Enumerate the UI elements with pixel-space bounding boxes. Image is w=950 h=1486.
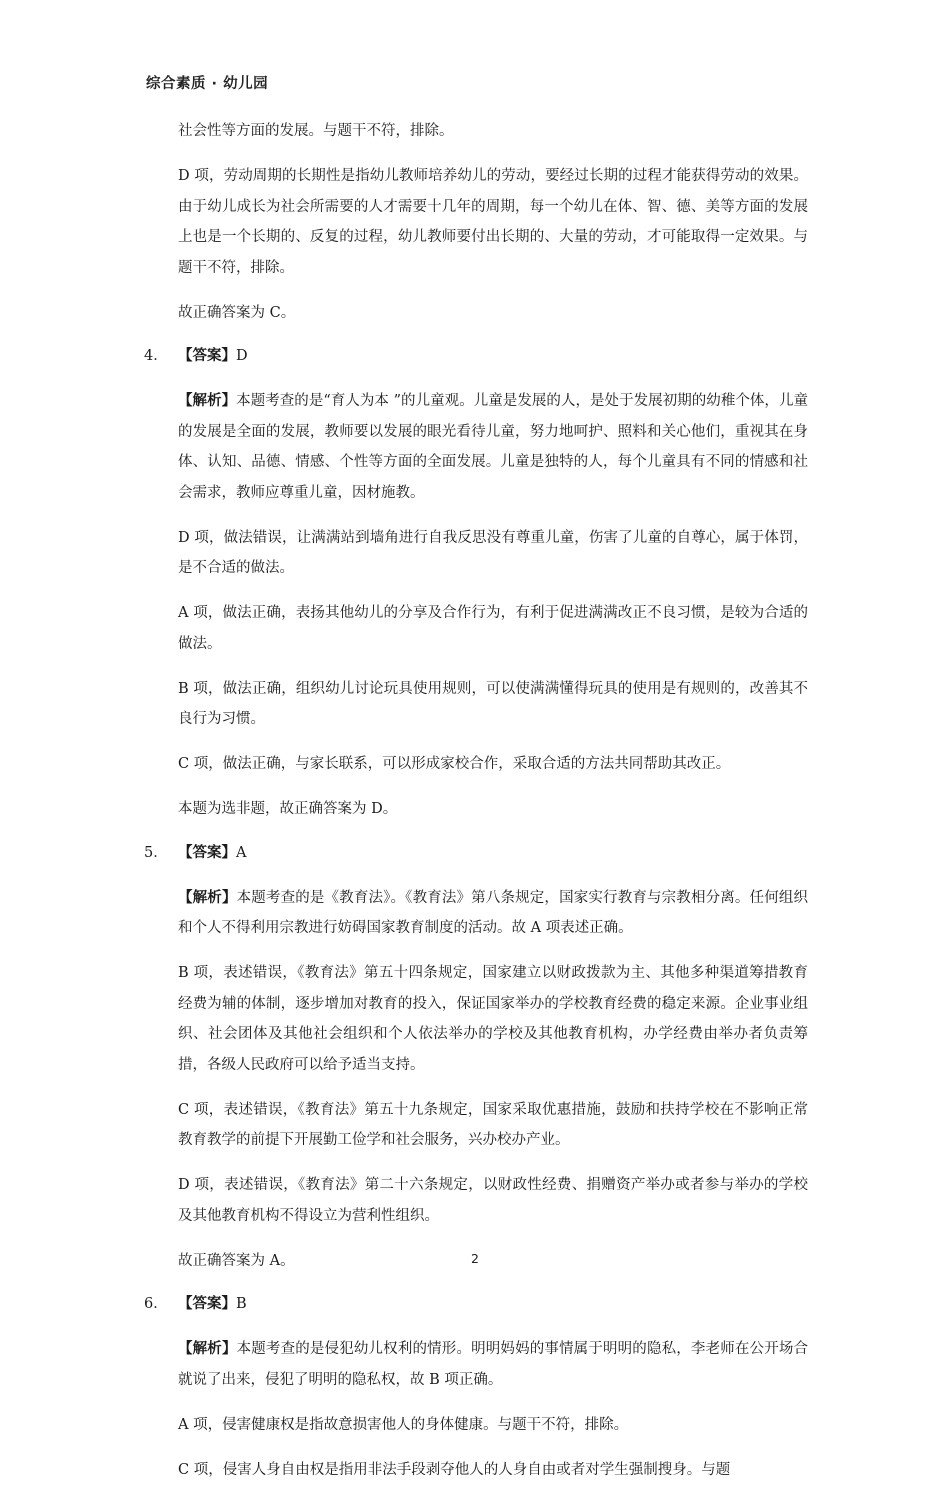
answer-tag: 【答案】 [178, 1295, 236, 1312]
question-6-analysis [178, 1334, 808, 1395]
option-paragraph: B 项，表述错误，《教育法》第五十四条规定，国家建立以财政拨款为主、其他多种渠道筹措教育经费为辅的体制，逐步增加对教育的投入，保证国家举办的学校教育经费的稳定来源。企业事业组织、社会团体及其他社会组织和个人依法举办的学校及其他教育机构，办学经费由举办者负责筹措，各级人民政府可以给予适当支持。 [178, 965, 808, 1073]
answer-tag: 【答案】 [178, 843, 236, 861]
option-paragraph: C 项，做法正确，与家长联系，可以形成家校合作，采取合适的方法共同帮助其改正。 [178, 756, 731, 772]
page-number: 2 [471, 1251, 479, 1266]
answer-value: D [236, 348, 248, 364]
option-paragraph: C 项，侵害人身自由权是指用非法手段剥夺他人的人身自由或者对学生强制搜身。与题 [178, 1461, 731, 1478]
question-number: 6． [144, 1296, 168, 1312]
analysis-text: 本题考查的是侵犯幼儿权利的情形。明明妈妈的事情属于明明的隐私，李老师在公开场合就说了出来，侵犯了明明的隐私权，故 B 项正确。 [178, 1341, 809, 1388]
answer-value: B [236, 1296, 247, 1312]
intro-paragraph: 社会性等方面的发展。与题干不符，排除。 [178, 123, 454, 139]
question-4-analysis [178, 386, 808, 508]
answer-value: A [236, 844, 247, 861]
question-4-answer-line [144, 341, 808, 372]
intro-paragraph: 故正确答案为 C。 [178, 304, 296, 321]
page-header: 综合素质 · 幼儿园 [146, 76, 269, 92]
analysis-tag: 【解析】 [178, 1340, 237, 1357]
analysis-tag: 【解析】 [178, 392, 237, 409]
question-number: 5． [144, 844, 168, 861]
analysis-text: 本题考查的是“育人为本 ”的儿童观。儿童是发展的人，是处于发展初期的幼稚个体，儿童的发展是全面的发展，教师要以发展的眼光看待儿童，努力地呵护、照料和关心他们，重视其在身体、认知、品德、情感、个性等方面的全面发展。儿童是独特的人，每个儿童具有不同的情感和社会需求，教师应尊重儿童，因材施教。 [178, 393, 809, 501]
question-6-answer-line [144, 1289, 808, 1320]
conclusion-paragraph: 故正确答案为 A。 [178, 1252, 295, 1269]
intro-paragraph: D 项，劳动周期的长期性是指幼儿教师培养幼儿的劳动，要经过长期的过程才能获得劳动的效果。由于幼儿成长为社会所需要的人才需要十几年的周期，每一个幼儿在体、智、德、美等方面的发展上也是一个长期的、反复的过程，幼儿教师要付出长期的、大量的劳动，才可能取得一定效果。与题干不符，排除。 [178, 168, 808, 276]
document-body [0, 116, 950, 1486]
option-paragraph: A 项，做法正确，表扬其他幼儿的分享及合作行为，有利于促进满满改正不良习惯，是较为合适的做法。 [178, 605, 808, 652]
option-paragraph: C 项，表述错误，《教育法》第五十九条规定，国家采取优惠措施，鼓励和扶持学校在不影响正常教育教学的前提下开展勤工俭学和社会服务，兴办校办产业。 [178, 1101, 808, 1148]
option-paragraph: A 项，侵害健康权是指故意损害他人的身体健康。与题干不符，排除。 [178, 1416, 629, 1433]
option-paragraph: D 项，表述错误，《教育法》第二十六条规定，以财政性经费、捐赠资产举办或者参与举办的学校及其他教育机构不得设立为营利性组织。 [178, 1177, 808, 1224]
analysis-tag: 【解析】 [178, 888, 237, 906]
option-paragraph: D 项，做法错误，让满满站到墙角进行自我反思没有尊重儿童，伤害了儿童的自尊心，属于体罚，是不合适的做法。 [178, 529, 808, 576]
question-5-answer-line [144, 838, 808, 869]
conclusion-paragraph: 本题为选非题，故正确答案为 D。 [178, 801, 398, 817]
question-5-analysis [178, 883, 808, 944]
analysis-text: 本题考查的是《教育法》。《教育法》第八条规定，国家实行教育与宗教相分离。任何组织和个人不得利用宗教进行妨碍国家教育制度的活动。故 A 项表述正确。 [178, 889, 809, 936]
question-number: 4． [144, 348, 168, 364]
answer-tag: 【答案】 [178, 347, 236, 364]
option-paragraph: B 项，做法正确，组织幼儿讨论玩具使用规则，可以使满满懂得玩具的使用是有规则的，改善其不良行为习惯。 [178, 680, 808, 727]
